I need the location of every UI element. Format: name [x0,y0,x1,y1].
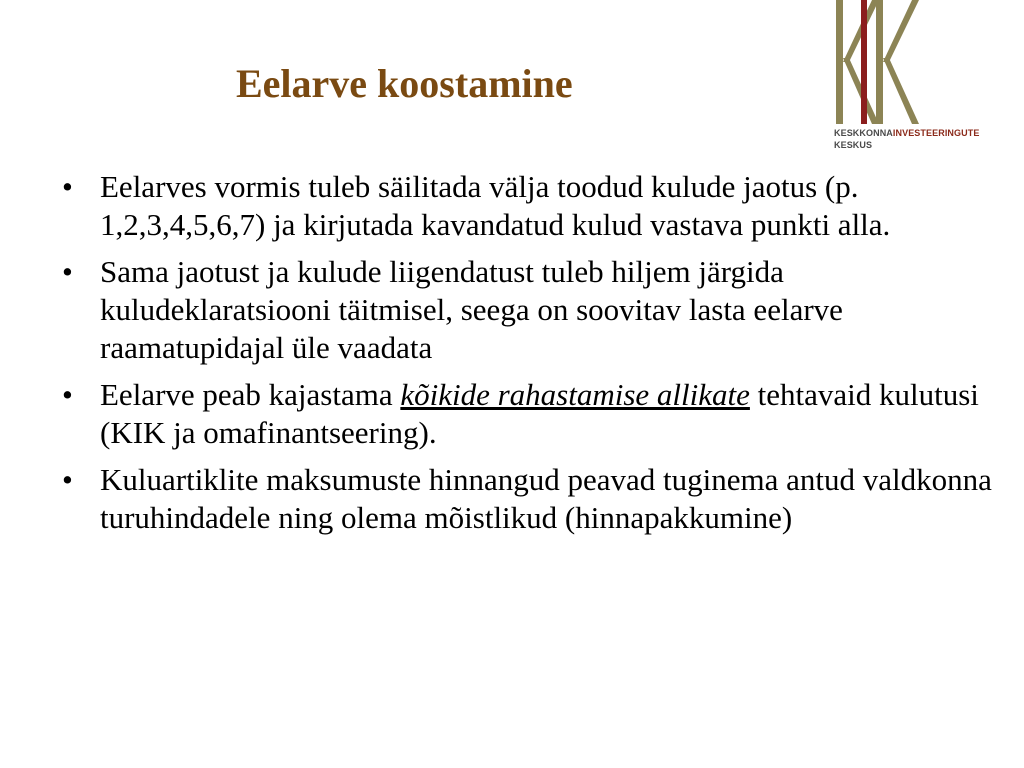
logo-line2: KESKUS [834,140,873,150]
slide-title: Eelarve koostamine [236,61,573,106]
kik-logo [828,0,988,160]
bullet-list [56,168,1006,546]
bullet-text: Eelarves vormis tuleb säilitada välja toodud kulude jaotus (p. 1,2,3,4,5,6,7) ja kirjutada kavandatud kulud vastava punkti alla. [100,169,891,242]
bullet-text-before: Eelarve peab kajastama [100,377,401,412]
bullet-text-emphasis: kõikide rahastamise allikate [400,377,750,412]
kik-logo-mark [828,0,988,130]
logo-line1-b: INVESTEERINGUTE [892,128,980,138]
bullet-item-2 [56,253,1006,367]
bullet-text-after: tehtavaid kulutusi (KIK ja omafinantseering). [100,377,979,450]
bullet-text: Sama jaotust ja kulude liigendatust tuleb hiljem järgida kuludeklaratsiooni täitmisel, seega on soovitav lasta eelarve raamatupidajal üle vaadata [100,254,843,365]
bullet-dot-icon: • [62,254,73,289]
bullet-dot-icon: • [62,377,73,412]
logo-line1-a: KESKKONNA [834,128,893,138]
bullet-dot-icon: • [62,462,73,497]
bullet-item-3 [56,376,1006,452]
bullet-dot-icon: • [62,169,73,204]
bullet-item-1 [56,168,1006,244]
bullet-item-4 [56,461,1006,537]
kik-logo-text [834,127,979,151]
bullet-text: Kuluartiklite maksumuste hinnangud peavad tuginema antud valdkonna turuhindadele ning olema mõistlikud (hinnapakkumine) [100,462,992,535]
